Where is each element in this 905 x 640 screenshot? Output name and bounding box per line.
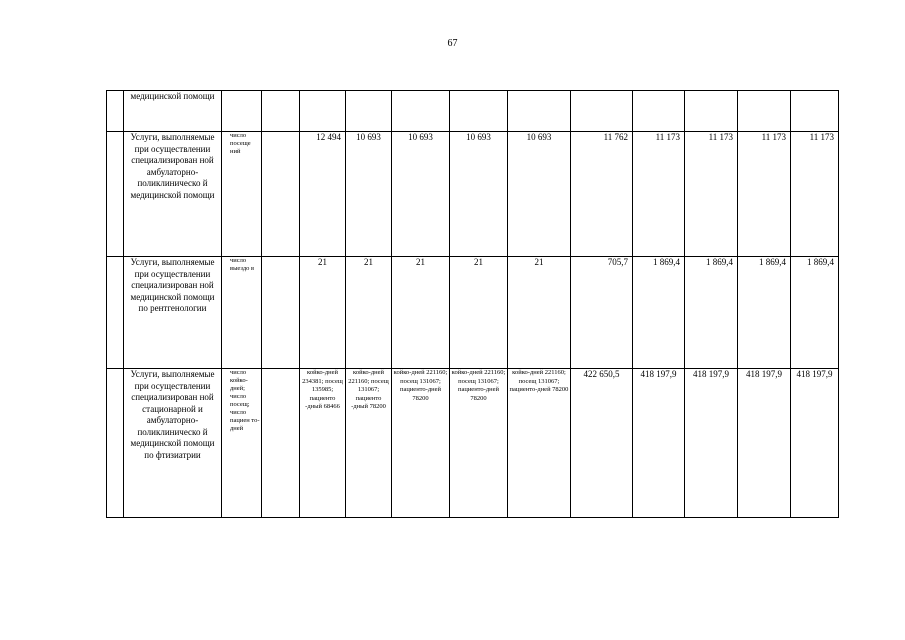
data-table	[106, 90, 839, 518]
value-cell: 418 197,9	[685, 369, 738, 518]
row-index-cell	[107, 369, 124, 518]
value-cell: 418 197,9	[738, 369, 791, 518]
page-number: 67	[447, 38, 458, 49]
unit-cell	[222, 91, 262, 132]
row-index-cell	[107, 257, 124, 369]
table-row	[107, 369, 839, 518]
value-cell: койко-дней 221160; посещ 131067; пациенто-дней 78200	[392, 369, 450, 518]
value-cell: 418 197,9	[633, 369, 685, 518]
value-cell: 11 173	[633, 132, 685, 257]
service-name-cell: Услуги, выполняемые при осуществлении специализирован ной амбулаторно-поликлиническо й медицинской помощи	[124, 132, 222, 257]
value-cell: койко-дней 221160; посещ 131067; пациенто-дней 78200	[450, 369, 508, 518]
value-cell	[685, 91, 738, 132]
value-cell: 422 650,5	[571, 369, 633, 518]
value-cell: 10 693	[346, 132, 392, 257]
value-cell	[571, 91, 633, 132]
value-cell: 1 869,4	[685, 257, 738, 369]
value-cell: 11 173	[685, 132, 738, 257]
value-cell: 10 693	[392, 132, 450, 257]
value-cell: 21	[450, 257, 508, 369]
unit-cell: число выездо в	[222, 257, 262, 369]
value-cell	[450, 91, 508, 132]
value-cell: 21	[300, 257, 346, 369]
value-cell: 11 173	[791, 132, 839, 257]
value-cell	[346, 91, 392, 132]
value-cell: 418 197,9	[791, 369, 839, 518]
value-cell	[633, 91, 685, 132]
value-cell: 21	[392, 257, 450, 369]
service-name-cell: Услуги, выполняемые при осуществлении специализирован ной медицинской помощи по рентгенологии	[124, 257, 222, 369]
value-cell: 11 762	[571, 132, 633, 257]
value-cell: 1 869,4	[791, 257, 839, 369]
value-cell	[300, 91, 346, 132]
empty-cell	[262, 369, 300, 518]
value-cell: 10 693	[508, 132, 571, 257]
table-row	[107, 257, 839, 369]
value-cell: койко-дней 221160; посещ 131067; пациенто -дный 78200	[346, 369, 392, 518]
value-cell: койко-дней 234381; посещ 135985; пациенто -дный 68466	[300, 369, 346, 518]
service-name-cell: медицинской помощи	[124, 91, 222, 132]
value-cell	[392, 91, 450, 132]
table-row	[107, 132, 839, 257]
value-cell: 11 173	[738, 132, 791, 257]
value-cell	[791, 91, 839, 132]
value-cell: койко-дней 221160; посещ 131067; пациенто-дней 78200	[508, 369, 571, 518]
value-cell: 21	[508, 257, 571, 369]
row-index-cell	[107, 91, 124, 132]
empty-cell	[262, 257, 300, 369]
table-row	[107, 91, 839, 132]
value-cell: 1 869,4	[738, 257, 791, 369]
row-index-cell	[107, 132, 124, 257]
empty-cell	[262, 132, 300, 257]
value-cell	[508, 91, 571, 132]
value-cell: 21	[346, 257, 392, 369]
unit-cell: число посеще ний	[222, 132, 262, 257]
value-cell: 1 869,4	[633, 257, 685, 369]
value-cell: 10 693	[450, 132, 508, 257]
unit-cell: число койко-дней; число посещ; число пациен то-дней	[222, 369, 262, 518]
value-cell: 705,7	[571, 257, 633, 369]
value-cell	[738, 91, 791, 132]
empty-cell	[262, 91, 300, 132]
service-name-cell: Услуги, выполняемые при осуществлении специализирован ной стационарной и амбулаторно-поликлиническо й медицинской помощи по фтизиатрии	[124, 369, 222, 518]
value-cell: 12 494	[300, 132, 346, 257]
